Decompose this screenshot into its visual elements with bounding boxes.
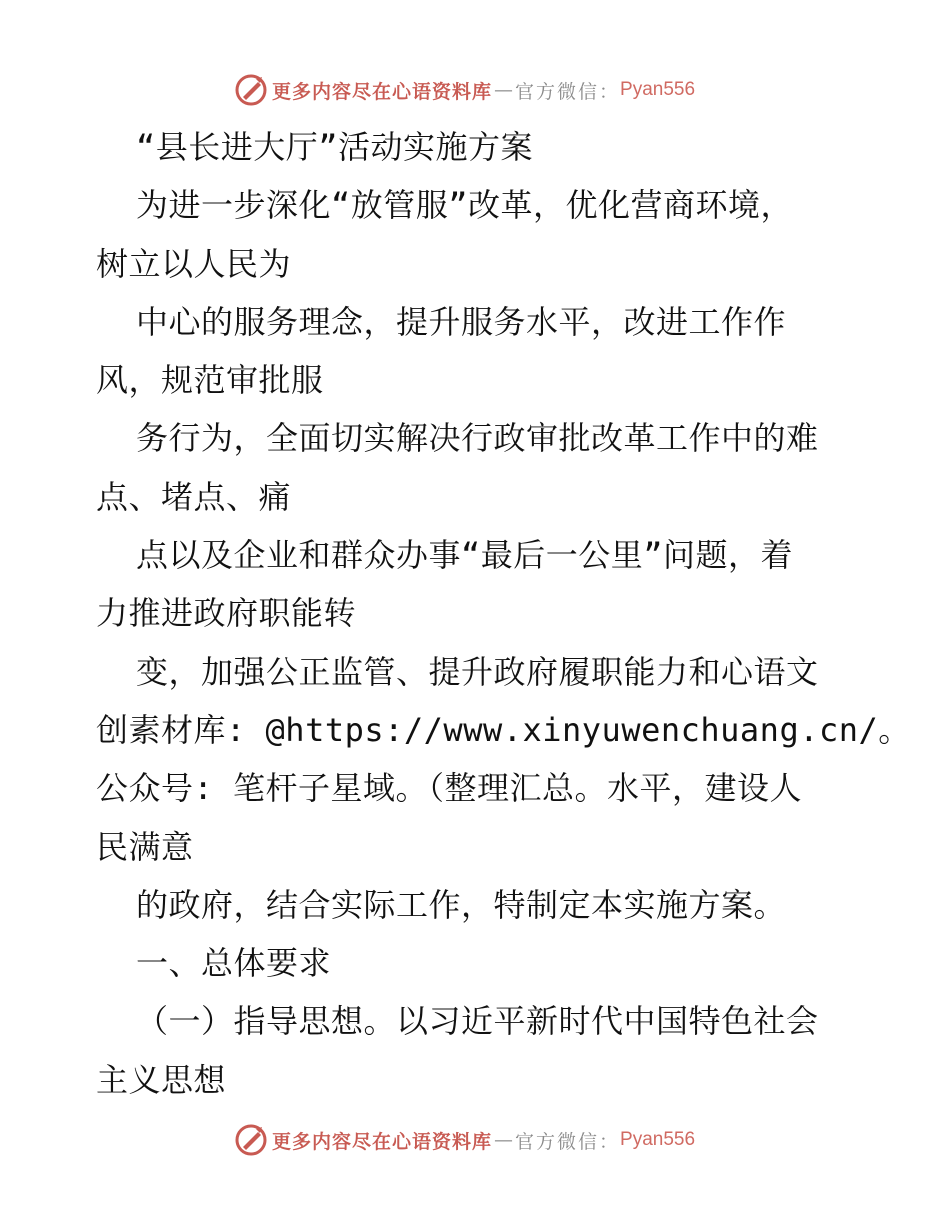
header-watermark <box>234 72 695 108</box>
document-line: 的政府，结合实际工作，特制定本实施方案。 <box>136 885 787 924</box>
watermark-brand: 更多内容尽在心语资料库 <box>272 1130 493 1153</box>
document-line: 务行为，全面切实解决行政审批改革工作中的难 <box>136 419 819 458</box>
watermark-dash: — <box>494 1129 514 1151</box>
document-line: 民满意 <box>96 827 194 866</box>
watermark-dash: — <box>494 79 514 101</box>
quill-seal-icon <box>234 73 268 107</box>
watermark-official: 官方微信： <box>515 1130 621 1153</box>
document-title: “县长进大厅”活动实施方案 <box>136 128 534 166</box>
watermark-official: 官方微信： <box>515 80 621 103</box>
watermark-wechat-id: Pyan556 <box>620 79 696 100</box>
document-lines <box>96 176 911 1109</box>
quill-seal-icon <box>234 1123 268 1157</box>
document-line: 创素材库: @https://www.xinyuwenchuang.cn/。 <box>96 710 911 749</box>
watermark-brand: 更多内容尽在心语资料库 <box>272 80 493 103</box>
document-line: （一）指导思想。以习近平新时代中国特色社会 <box>136 1002 819 1041</box>
document-line: 主义思想 <box>96 1060 227 1099</box>
document-line: 风，规范审批服 <box>96 361 324 400</box>
document-line: 力推进政府职能转 <box>96 594 357 633</box>
footer-watermark <box>234 1122 695 1158</box>
watermark-wechat-id: Pyan556 <box>620 1129 696 1150</box>
document-line: 变，加强公正监管、提升政府履职能力和心语文 <box>136 652 819 691</box>
document-line: 树立以人民为 <box>96 244 292 283</box>
document-line: 点以及企业和群众办事“最后一公里”问题，着 <box>136 536 794 575</box>
document-body <box>96 118 911 1109</box>
document-line: 点、堵点、痛 <box>96 477 292 516</box>
document-line: 为进一步深化“放管服”改革，优化营商环境， <box>136 186 794 225</box>
document-line: 中心的服务理念，提升服务水平，改进工作作 <box>136 302 787 341</box>
document-line: 公众号: 笔杆子星域。（整理汇总。水平，建设人 <box>96 769 803 808</box>
document-line: 一、总体要求 <box>136 944 332 983</box>
